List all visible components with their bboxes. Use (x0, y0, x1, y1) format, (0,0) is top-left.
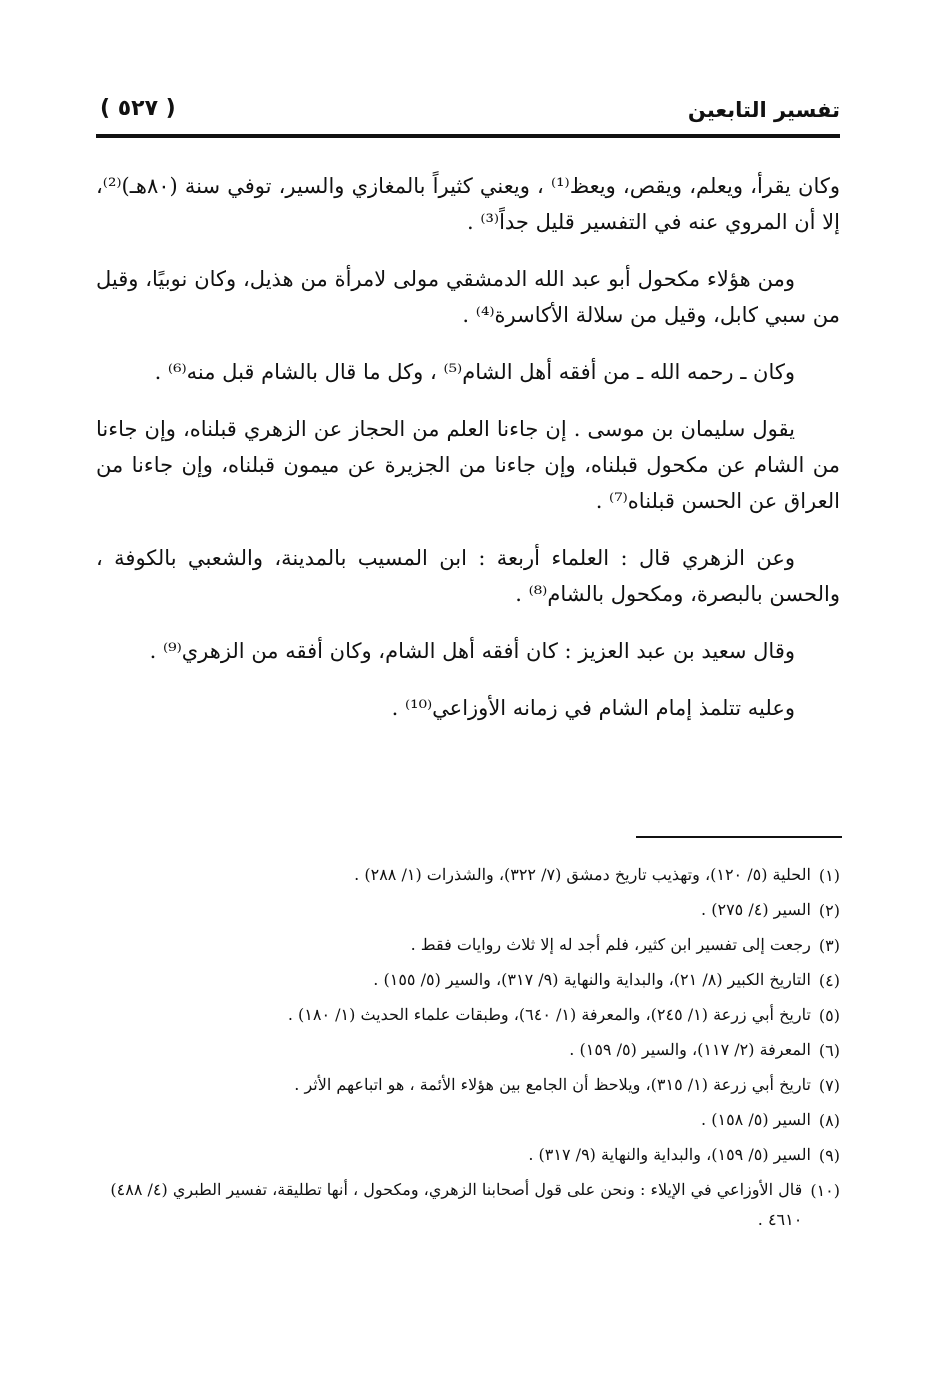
paragraph: وعليه تتلمذ إمام الشام في زمانه الأوزاعي⁽¹⁰⁾ . (391, 696, 795, 720)
footnote (96, 998, 840, 1033)
book-title: تفسير التابعين (687, 98, 840, 122)
footnote-divider (636, 836, 842, 838)
footnote-number: (٧) (818, 1076, 840, 1095)
footnote-number: (١٠) (810, 1181, 840, 1200)
paragraph: وكان ـ رحمه الله ـ من أفقه أهل الشام⁽⁵⁾ ، وكل ما قال بالشام قبل منه⁽⁶⁾ . (154, 360, 795, 384)
footnote (96, 858, 840, 893)
footnote (96, 1138, 840, 1173)
footnote-number: (٨) (818, 1111, 840, 1130)
footnote-text: السير (٥/ ١٥٨) . (701, 1110, 811, 1129)
footnote-text: تاريخ أبي زرعة (١/ ٢٤٥)، والمعرفة (١/ ٦٤٠)، وطبقات علماء الحديث (١/ ١٨٠) . (287, 1005, 811, 1024)
footnote-number: (٥) (818, 1006, 840, 1025)
footnote (96, 1173, 840, 1235)
header-rule (96, 134, 840, 138)
footnote-text: رجعت إلى تفسير ابن كثير، فلم أجد له إلا ثلاث روايات فقط . (410, 935, 811, 954)
footnotes (96, 858, 840, 1235)
footnote-number: (٣) (818, 936, 840, 955)
paragraph: وقال سعيد بن عبد العزيز : كان أفقه أهل الشام، وكان أفقه من الزهري⁽⁹⁾ . (149, 639, 795, 663)
footnote (96, 1068, 840, 1103)
footnote (96, 893, 840, 928)
footnote-text: المعرفة (٢/ ١١٧)، والسير (٥/ ١٥٩) . (569, 1040, 811, 1059)
footnote-number: (٢) (818, 901, 840, 920)
footnote-number: (٩) (818, 1146, 840, 1165)
page-number: ( ٥٢٧ ) (100, 96, 176, 121)
footnote-number: (١) (818, 866, 840, 885)
footnote (96, 1033, 840, 1068)
footnote-text: قال الأوزاعي في الإيلاء : ونحن على قول أصحابنا الزهري، ومكحول ، أنها تطليقة، تفسير الطبري (٤/ ٤٨٨) ٤٦١٠ . (110, 1180, 803, 1229)
footnote (96, 963, 840, 998)
paragraph: وعن الزهري قال : العلماء أربعة : ابن المسيب بالمدينة، والشعبي بالكوفة ، والحسن بالبصرة، ومكحول بالشام⁽⁸⁾ . (96, 546, 840, 606)
paragraph: يقول سليمان بن موسى . إن جاءنا العلم من الحجاز عن الزهري قبلناه، وإن جاءنا من الشام عن مكحول قبلناه، وإن جاءنا من الجزيرة عن ميمون قبلناه، وإن جاءنا من العراق عن الحسن قبلناه⁽⁷⁾ . (96, 417, 840, 513)
main-text (96, 168, 840, 747)
footnote (96, 928, 840, 963)
footnote-text: السير (٤/ ٢٧٥) . (701, 900, 811, 919)
footnote-text: الحلية (٥/ ١٢٠)، وتهذيب تاريخ دمشق (٧/ ٣٢٢)، والشذرات (١/ ٢٨٨) . (354, 865, 811, 884)
footnote (96, 1103, 840, 1138)
paragraph: وكان يقرأ، ويعلم، ويقص، ويعظ⁽¹⁾ ، ويعني كثيراً بالمغازي والسير، توفي سنة (٨٠هـ)⁽²⁾، إلا أن المروي عنه في التفسير قليل جداً⁽³⁾ . (96, 174, 840, 234)
paragraph: ومن هؤلاء مكحول أبو عبد الله الدمشقي مولى لامرأة من هذيل، وكان نوبيًا، وقيل من سبي كابل، وقيل من سلالة الأكاسرة⁽⁴⁾ . (96, 267, 840, 327)
footnote-text: السير (٥/ ١٥٩)، والبداية والنهاية (٩/ ٣١٧) . (528, 1145, 811, 1164)
page-header (96, 90, 840, 138)
footnote-number: (٤) (818, 971, 840, 990)
footnote-number: (٦) (818, 1041, 840, 1060)
footnote-text: التاريخ الكبير (٨/ ٢١)، والبداية والنهاية (٩/ ٣١٧)، والسير (٥/ ١٥٥) . (373, 970, 811, 989)
footnote-text: تاريخ أبي زرعة (١/ ٣١٥)، ويلاحظ أن الجامع بين هؤلاء الأئمة ، هو اتباعهم الأثر . (294, 1075, 811, 1094)
